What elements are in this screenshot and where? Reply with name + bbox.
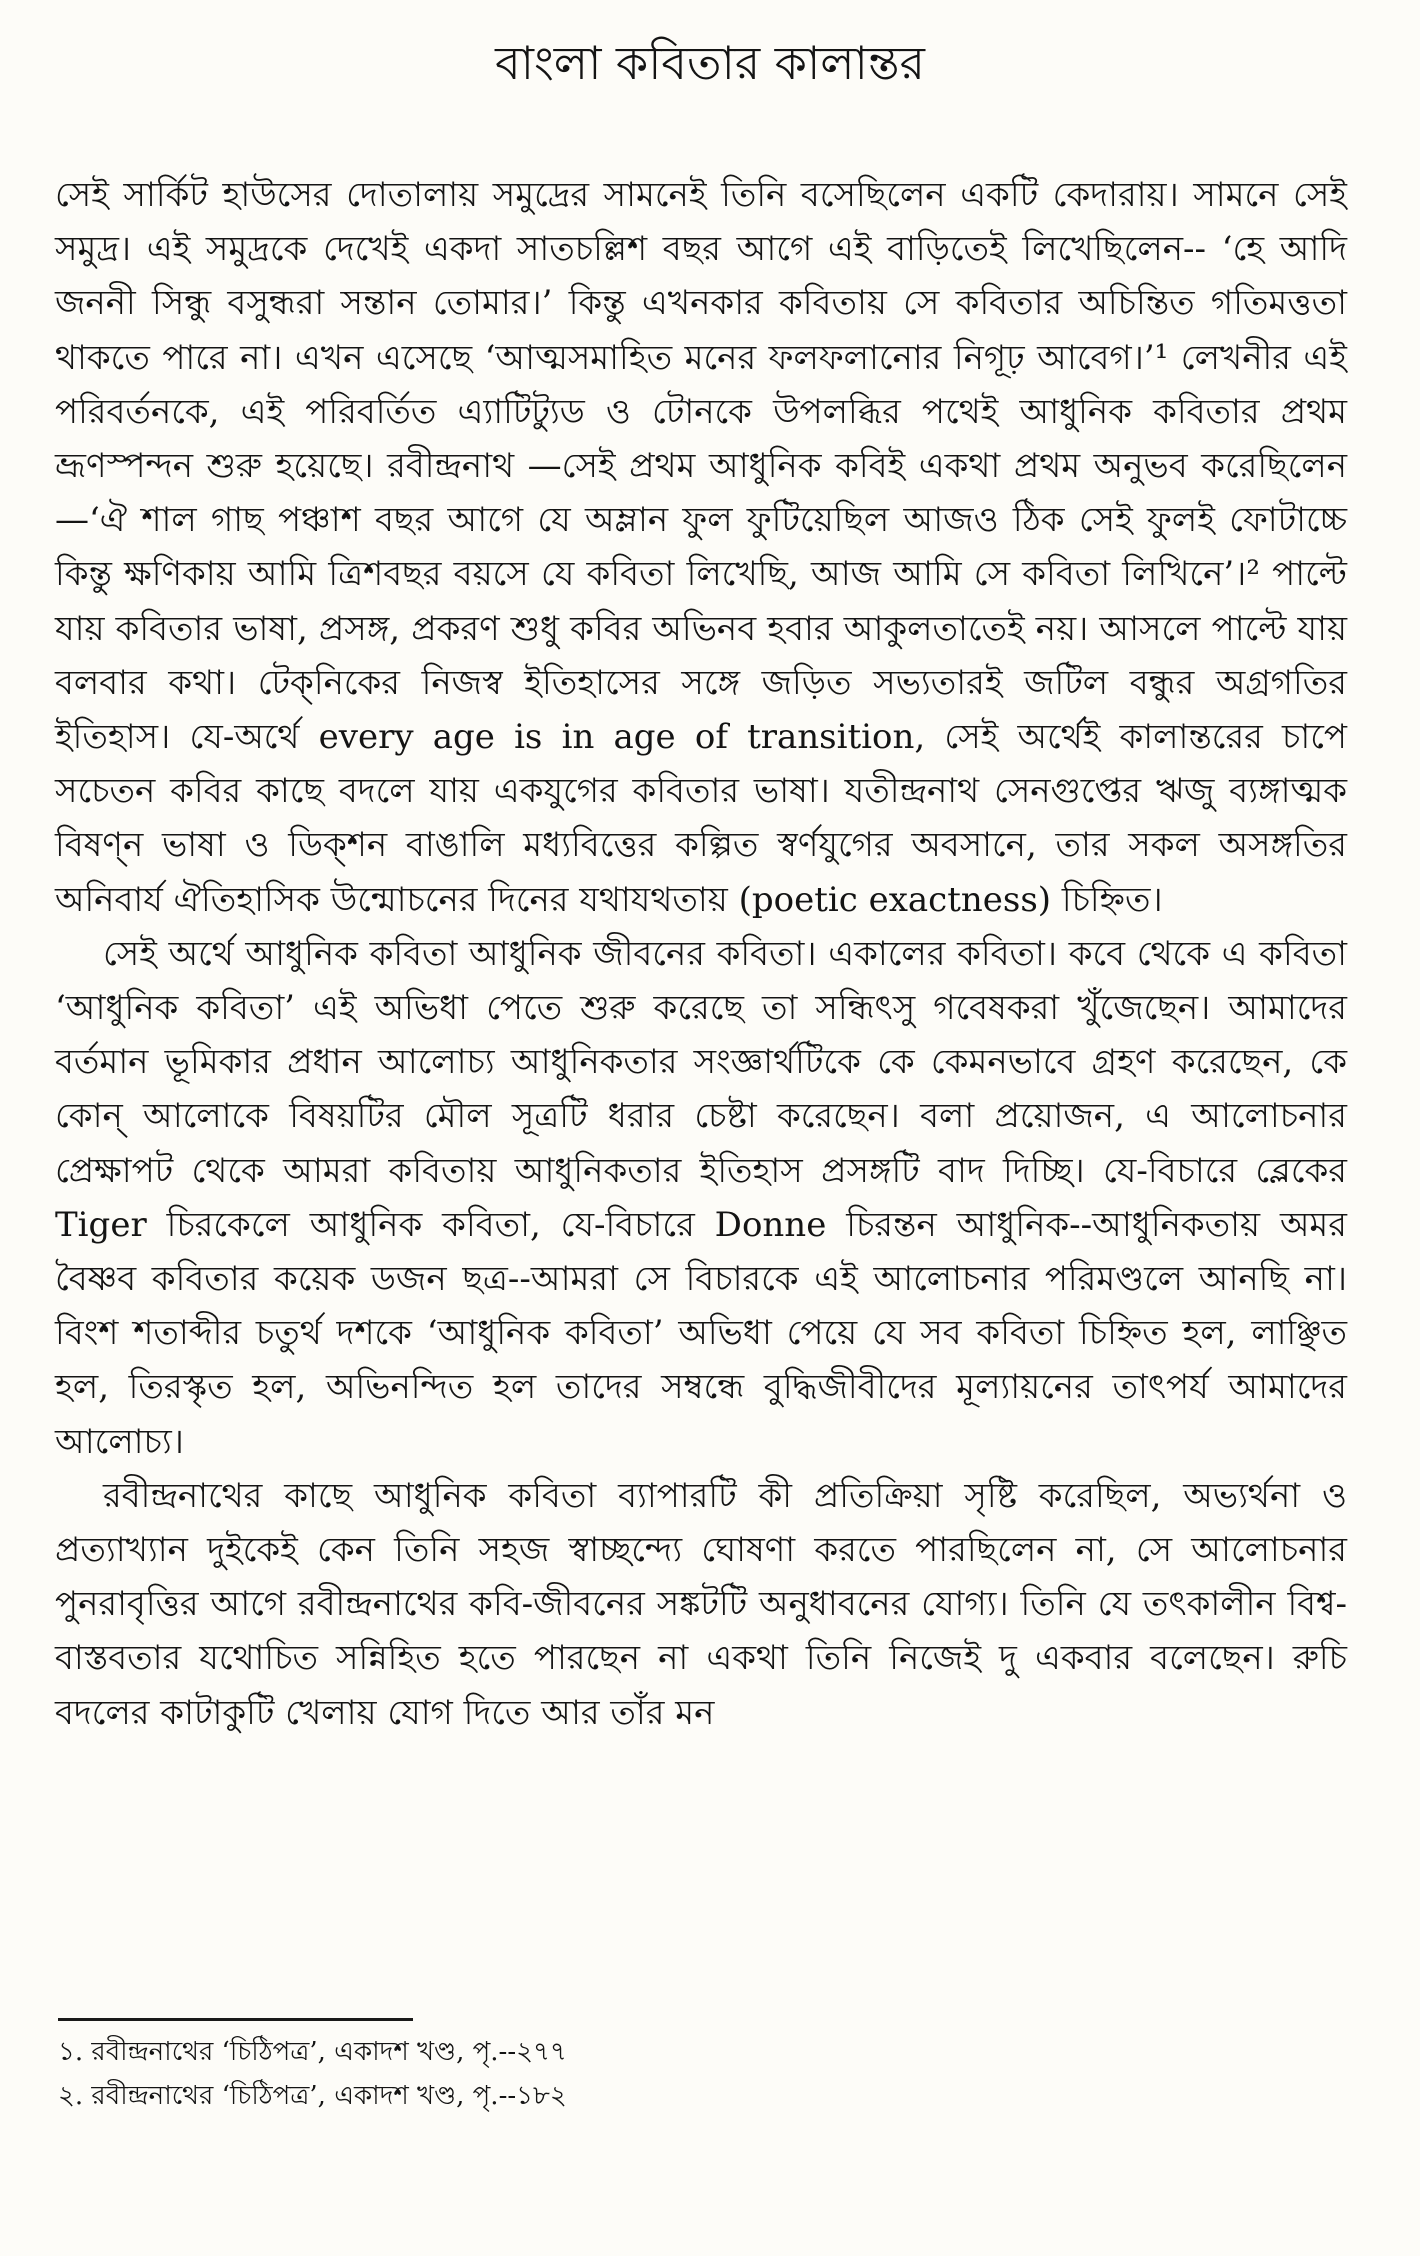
chapter-title: বাংলা কবিতার কালান্তর	[495, 36, 925, 90]
footnote-2: ২. রবীন্দ্রনাথের ‘চিঠিপত্র’, একাদশ খণ্ড, পৃ.--১৮২	[58, 2081, 567, 2111]
paragraph-2: সেই অর্থে আধুনিক কবিতা আধুনিক জীবনের কবিতা। একালের কবিতা। কবে থেকে এ কবিতা ‘আধুনিক কবিতা’ এই অভিধা পেতে শুরু করেছে তা সন্ধিৎসু গবেষকরা খুঁজেছেন। আমাদের বর্তমান ভূমিকার প্রধান আলোচ্য আধুনিকতার সংজ্ঞার্থটিকে কে কেমনভাবে গ্রহণ করেছেন, কে কোন্‌ আলোকে বিষয়টির মৌল সূত্রটি ধরার চেষ্টা করেছেন। বলা প্রয়োজন, এ আলোচনার প্রেক্ষাপট থেকে আমরা কবিতায় আধুনিকতার ইতিহাস প্রসঙ্গটি বাদ দিচ্ছি। যে-বিচারে ব্লেকের Tiger চিরকেলে আধুনিক কবিতা, যে-বিচারে Donne চিরন্তন আধুনিক--আধুনিকতায় অমর বৈষ্ণব কবিতার কয়েক ডজন ছত্র--আমরা সে বিচারকে এই আলোচনার পরিমণ্ডলে আনছি না। বিংশ শতাব্দীর চতুর্থ দশকে ‘আধুনিক কবিতা’ অভিধা পেয়ে যে সব কবিতা চিহ্নিত হল, লাঞ্ছিত হল, তিরস্কৃত হল, অভিনন্দিত হল তাদের সম্বন্ধে বুদ্ধিজীবীদের মূল্যায়নের তাৎপর্য আমাদের আলোচ্য।	[55, 933, 1347, 1462]
body-text	[55, 168, 1347, 1740]
paragraph-3: রবীন্দ্রনাথের কাছে আধুনিক কবিতা ব্যাপারটি কী প্রতিক্রিয়া সৃষ্টি করেছিল, অভ্যর্থনা ও প্রত্যাখ্যান দুইকেই কেন তিনি সহজ স্বাচ্ছন্দ্যে ঘোষণা করতে পারছিলেন না, সে আলোচনার পুনরাবৃত্তির আগে রবীন্দ্রনাথের কবি-জীবনের সঙ্কটটি অনুধাবনের যোগ্য। তিনি যে তৎকালীন বিশ্ব-বাস্তবতার যথোচিত সন্নিহিত হতে পারছেন না একথা তিনি নিজেই দু একবার বলেছেন। রুচি বদলের কাটাকুটি খেলায় যোগ দিতে আর তাঁর মন	[55, 1475, 1347, 1733]
footnotes	[58, 2030, 1058, 2118]
footnote-divider	[58, 2018, 413, 2021]
footnote-1: ১. রবীন্দ্রনাথের ‘চিঠিপত্র’, একাদশ খণ্ড, পৃ.--২৭৭	[58, 2037, 567, 2067]
paragraph-1: সেই সার্কিট হাউসের দোতালায় সমুদ্রের সামনেই তিনি বসেছিলেন একটি কেদারায়। সামনে সেই সমুদ্র। এই সমুদ্রকে দেখেই একদা সাতচল্লিশ বছর আগে এই বাড়িতেই লিখেছিলেন-- ‘হে আদি জননী সিন্ধু বসুন্ধরা সন্তান তোমার।’ কিন্তু এখনকার কবিতায় সে কবিতার অচিন্তিত গতিমত্ততা থাকতে পারে না। এখন এসেছে ‘আত্মসমাহিত মনের ফলফলানোর নিগূঢ় আবেগ।’¹ লেখনীর এই পরিবর্তনকে, এই পরিবর্তিত এ্যাটিট্যুড ও টোনকে উপলব্ধির পথেই আধুনিক কবিতার প্রথম ভ্রূণস্পন্দন শুরু হয়েছে। রবীন্দ্রনাথ —সেই প্রথম আধুনিক কবিই একথা প্রথম অনুভব করেছিলেন—‘ঐ শাল গাছ পঞ্চাশ বছর আগে যে অম্লান ফুল ফুটিয়েছিল আজও ঠিক সেই ফুলই ফোটাচ্চে কিন্তু ক্ষণিকায় আমি ত্রিশবছর বয়সে যে কবিতা লিখেছি, আজ আমি সে কবিতা লিখিনে’।² পাল্টে যায় কবিতার ভাষা, প্রসঙ্গ, প্রকরণ শুধু কবির অভিনব হবার আকুলতাতেই নয়। আসলে পাল্টে যায় বলবার কথা। টেক্‌নিকের নিজস্ব ইতিহাসের সঙ্গে জড়িত সভ্যতারই জটিল বন্ধুর অগ্রগতির ইতিহাস। যে-অর্থে every age is in age of transition, সেই অর্থেই কালান্তরের চাপে সচেতন কবির কাছে বদলে যায় একযুগের কবিতার ভাষা। যতীন্দ্রনাথ সেনগুপ্তের ঋজু ব্যঙ্গাত্মক বিষণ্ন ভাষা ও ডিক্‌শন বাঙালি মধ্যবিত্তের কল্পিত স্বর্ণযুগের অবসানে, তার সকল অসঙ্গতির অনিবার্য ঐতিহাসিক উন্মোচনের দিনের যথাযথতায় (poetic exactness) চিহ্নিত।	[55, 175, 1347, 920]
